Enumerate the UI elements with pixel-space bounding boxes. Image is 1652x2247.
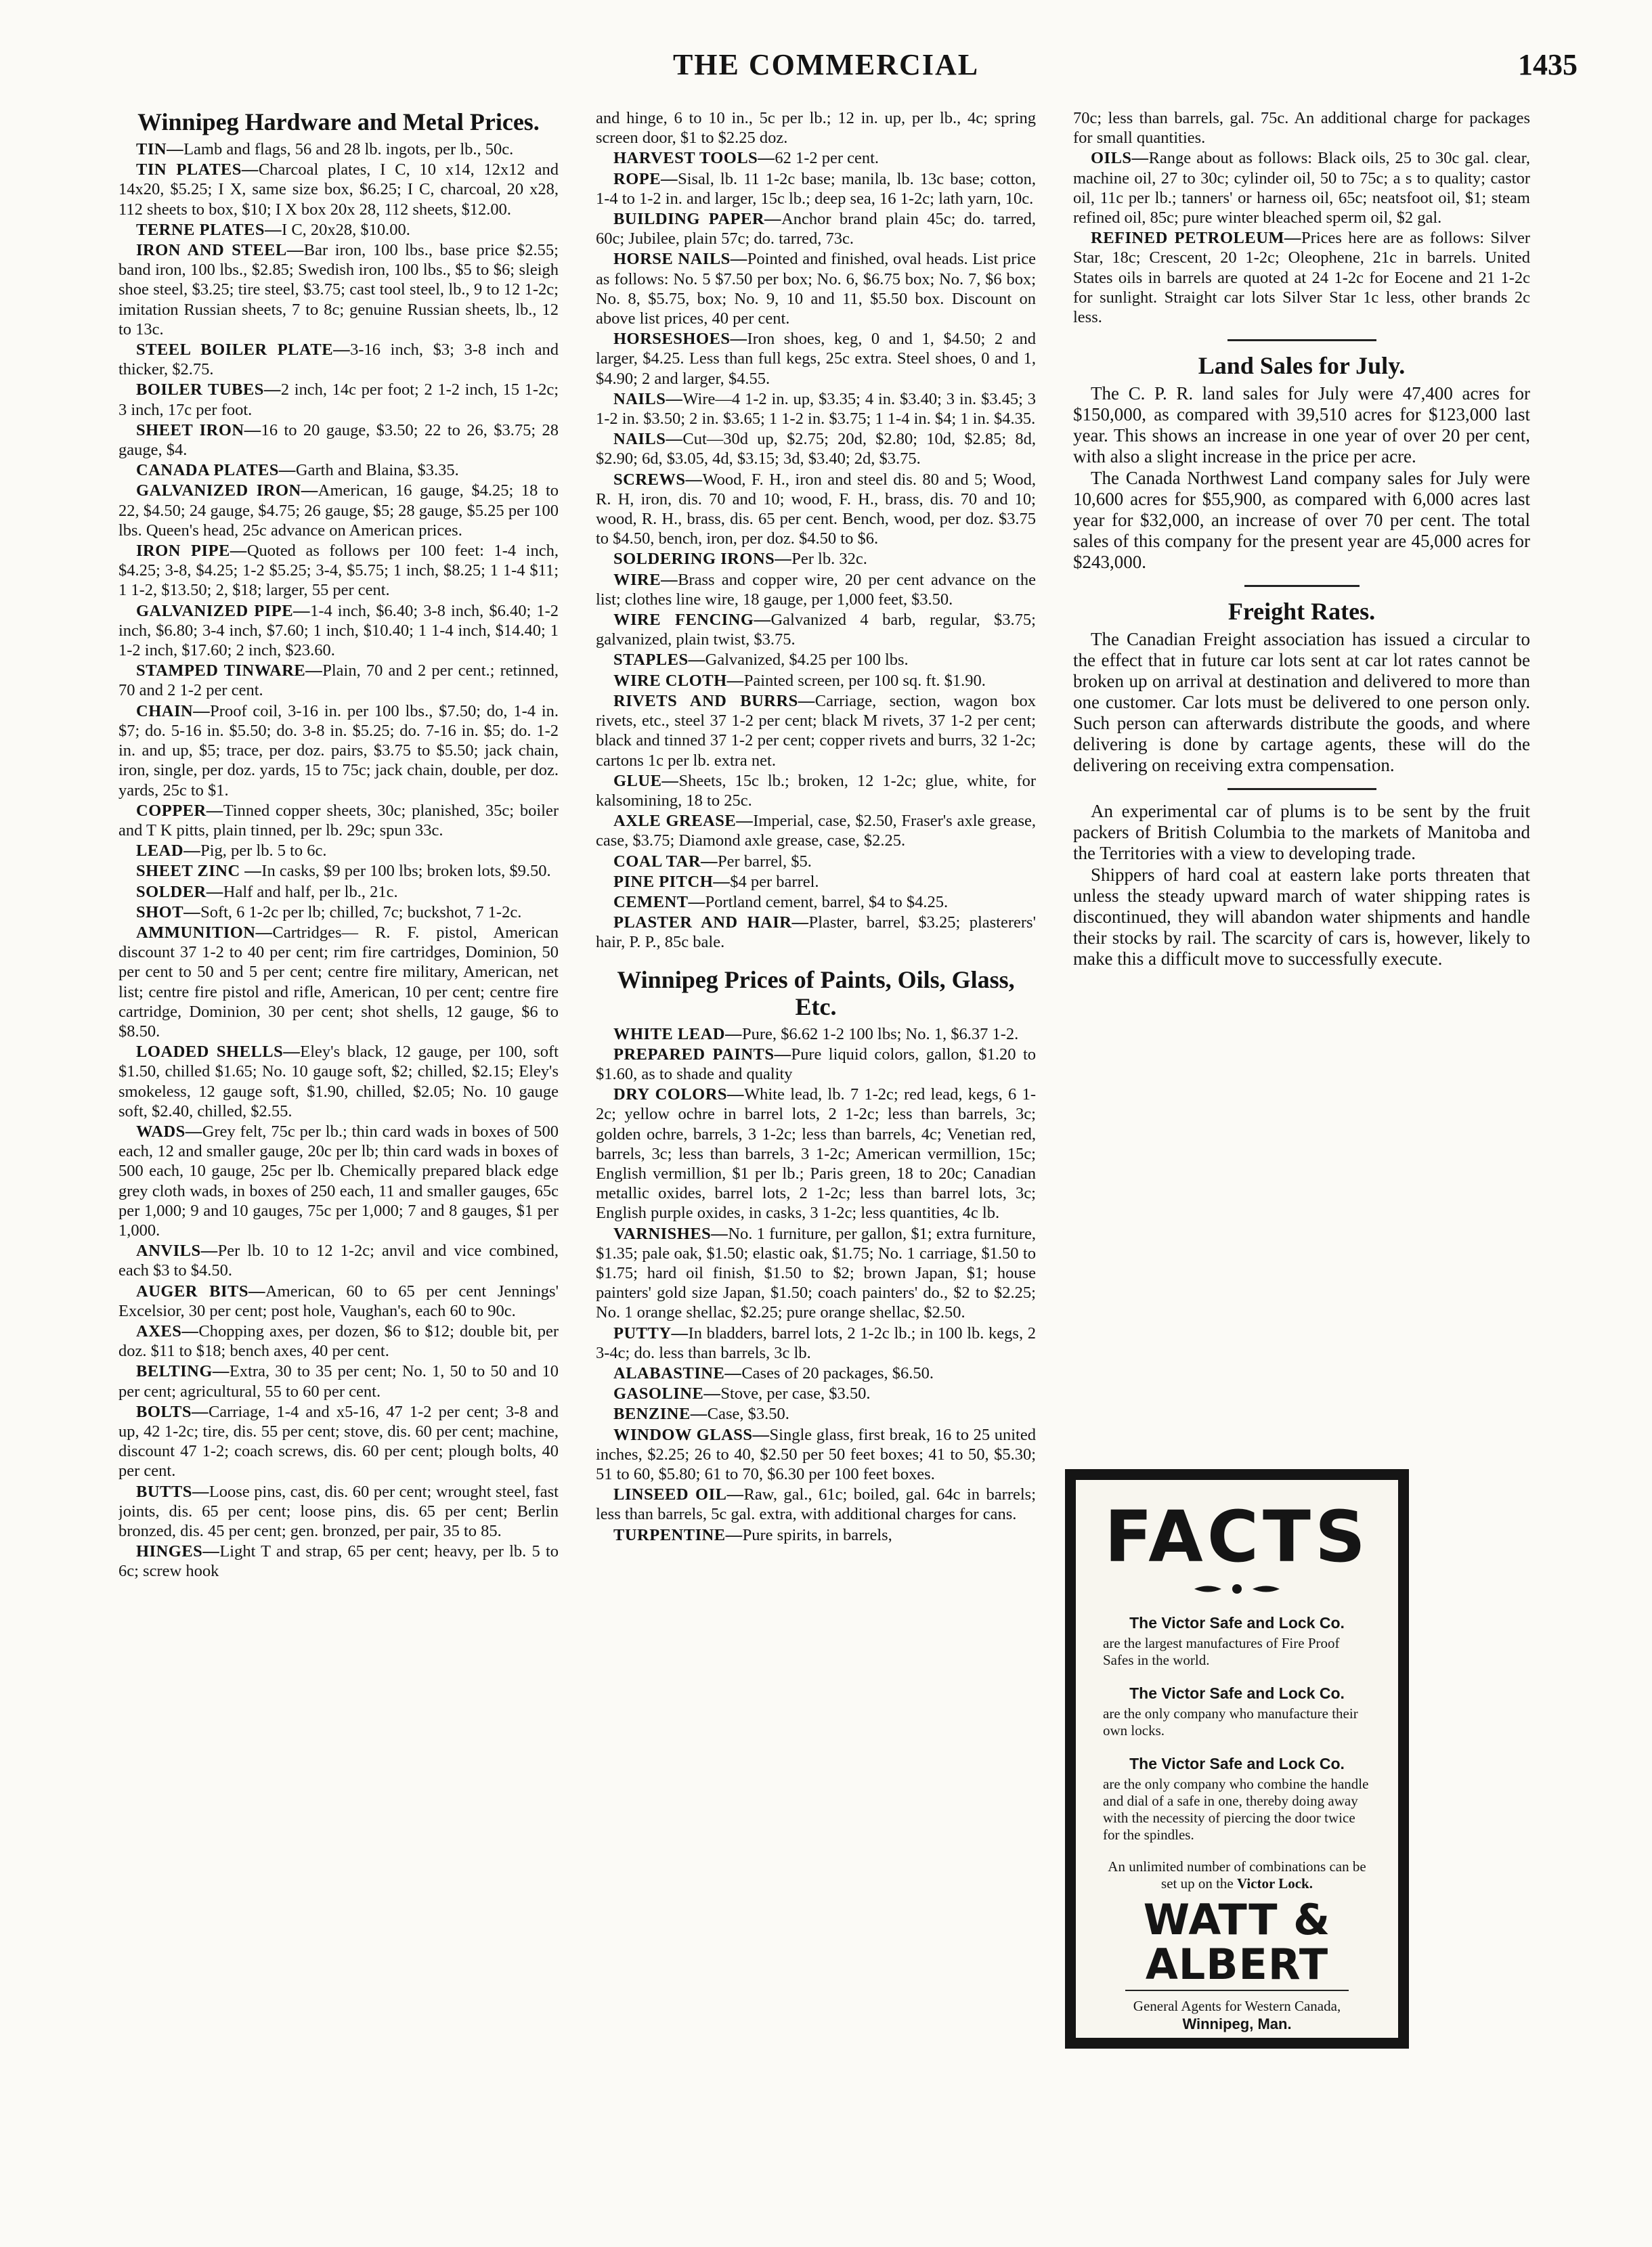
price-entry-text: Light T and strap, 65 per cent; heavy, per lb. 5 to 6c; screw hook xyxy=(118,1542,559,1581)
price-entry-text: Per lb. 10 to 12 1-2c; anvil and vice combined, each $3 to $4.50. xyxy=(118,1242,559,1280)
price-entry-text: Grey felt, 75c per lb.; thin card wads in boxes of 500 each, 12 and smaller gauge, 20c per lb; thin card wads in boxes of 500 each, 10 gauge, 25c per lb. Chemically prepared black edge grey cloth wads, in boxes of 250 each, 11 and smaller gauges, 65c per 1,000; 9 and 10 gauges, 75c per 1,000; 7 and 8 gauges, $1 per 1,000. xyxy=(118,1122,559,1240)
price-entry xyxy=(596,892,1036,912)
price-entry xyxy=(1073,228,1530,327)
price-entry-label: TURPENTINE— xyxy=(613,1525,743,1544)
price-entry-text: Stove, per case, $3.50. xyxy=(720,1384,871,1403)
price-entry-label: SCREWS— xyxy=(613,470,703,489)
running-head xyxy=(0,47,1652,88)
price-entry-text: Pure liquid colors, gallon, $1.20 to $1.60, as to shade and quality xyxy=(596,1045,1036,1083)
price-entry xyxy=(118,801,559,840)
price-entry xyxy=(118,139,559,159)
price-entry-label: GASOLINE— xyxy=(613,1384,721,1403)
ad-fact-text: are the largest manufactures of Fire Proof Safes in the world. xyxy=(1103,1635,1340,1668)
hardware-article-title: Winnipeg Hardware and Metal Prices. xyxy=(137,108,540,135)
paints-article-title: Winnipeg Prices of Paints, Oils, Glass, Etc. xyxy=(617,965,1015,1020)
column-rule xyxy=(1227,788,1376,790)
price-entry xyxy=(596,1384,1036,1403)
price-entry-text: Anchor brand plain 45c; do. tarred, 60c; Jubilee, plain 57c; do. tarred, 73c. xyxy=(596,210,1036,248)
price-entry xyxy=(118,701,559,800)
price-entry-label: LOADED SHELLS— xyxy=(136,1043,301,1062)
price-entry-text: Sisal, lb. 11 1-2c base; manila, lb. 13c base; cotton, 1-4 to 1-2 in. and larger, 15c lb.; deep sea, 16 1-2c; lath yarn, 10c. xyxy=(596,169,1036,208)
price-entry-label: STEEL BOILER PLATE— xyxy=(136,341,351,359)
price-entry-label: PUTTY— xyxy=(613,1324,689,1343)
price-entry xyxy=(596,1224,1036,1323)
freight-rates-title: Freight Rates. xyxy=(1227,598,1376,626)
price-entry xyxy=(596,913,1036,952)
price-entry-text: Brass and copper wire, 20 per cent advance on the list; clothes line wire, 18 gauge, per 1,000 feet, $3.50. xyxy=(596,570,1036,609)
price-entry xyxy=(596,389,1036,429)
ad-fact-block xyxy=(1103,1684,1371,1739)
price-entry xyxy=(596,1525,1036,1545)
price-entry-text: Cartridges— R. F. pistol, American discount 37 1-2 to 40 per cent; rim fire cartridges, Dominion, 50 per cent to 50 and 5 per cent; centre fire military, American, net list; centre fire pistol and rifle, American, 10 per cent; centre fire cartridge, Dominion, 30 per cent; shot shells, 12 gauge, $6 to $8.50. xyxy=(118,923,559,1041)
paints-price-list xyxy=(596,1024,1036,1545)
price-entry-text: Charcoal plates, I C, 10 x14, 12x12 and 14x20, $5.25; I X, same size box, $6.25; I C, charcoal, 20 x28, 112 sheets to box, $10; I X box 20x 28, 112 sheets, $12.00. xyxy=(118,160,559,219)
price-entry-label: LEAD— xyxy=(136,842,201,860)
price-entry-label: BENZINE— xyxy=(613,1405,708,1424)
price-entry-label: VARNISHES— xyxy=(613,1224,729,1243)
price-entry-label: BOLTS— xyxy=(136,1402,209,1421)
price-entry xyxy=(118,1542,559,1581)
price-entry xyxy=(596,771,1036,810)
price-entry xyxy=(596,209,1036,248)
price-entry xyxy=(596,169,1036,209)
price-entry-label: NAILS— xyxy=(613,389,683,408)
price-entry-text: Loose pins, cast, dis. 60 per cent; wrought steel, fast joints, dis. 65 per cent; loose pins, dis. 65 per cent; Berlin bronzed, dis. 45 per cent; gen. bronzed, per pair, 35 to 85. xyxy=(118,1482,559,1541)
price-entry xyxy=(118,1322,559,1361)
price-entry-text: Cases of 20 packages, $6.50. xyxy=(741,1364,934,1382)
price-entry-text: Plaster, barrel, $3.25; plasterers' hair, P. P., 85c bale. xyxy=(596,913,1036,952)
ad-headline: FACTS xyxy=(1104,1496,1370,1578)
price-entry-label: CANADA PLATES— xyxy=(136,461,296,480)
ad-agent-city: Winnipeg, Man. xyxy=(1182,2015,1292,2032)
price-entry xyxy=(118,220,559,240)
price-entry xyxy=(596,1485,1036,1524)
price-entry-text: Pointed and finished, oval heads. List price as follows: No. 5 $7.50 per box; No. 6, $6.75 box; No. 7, $6 box; No. 8, $5.75, box; No. 9, 10 and 11, $5.50 box. Discount on above list prices, 40 per cent. xyxy=(596,250,1036,328)
price-entry-label: WIRE FENCING— xyxy=(613,611,771,630)
article-paragraph: The Canadian Freight association has issued a circular to the effect that in future car lots sent at car lot rates cannot be broken up on arrival at destination and delivered to more than one customer. Car lots must be delivered to one person only. Such person can afterwards distribute the goods, and where delivering is done by cartage agents, these will do the delivering on receiving extra compensation. xyxy=(1073,629,1530,776)
hardware-price-list-continued xyxy=(596,108,1036,953)
paints-price-list-continued xyxy=(1073,108,1530,327)
price-entry-text: Pure, $6.62 1-2 100 lbs; No. 1, $6.37 1-2. xyxy=(741,1024,1019,1043)
price-entry-label: ROPE— xyxy=(613,169,678,188)
price-entry-label: ANVILS— xyxy=(136,1242,218,1261)
article-paragraph: The C. P. R. land sales for July were 47,400 acres for $150,000, as compared with 39,510 acres for $123,000 last year. This shows an increase in one year of over 20 per cent, with also a slight increase in the price per acre. xyxy=(1073,383,1530,467)
price-entry-text: Case, $3.50. xyxy=(707,1405,789,1424)
price-entry-text: Quoted as follows per 100 feet: 1-4 inch, $4.25; 3-8, $4.25; 1-2 $5.25; 3-4, $5.75; 1 inch, $8.25; 1 1-4 $11; 1 1-2, $13.50; 2, $18; larger, 55 per cent. xyxy=(118,542,559,600)
ad-fact-block xyxy=(1103,1613,1371,1669)
price-entry-text: 3-16 inch, $3; 3-8 inch and thicker, $2.75. xyxy=(118,341,559,379)
price-entry xyxy=(596,570,1036,609)
price-entry-label: AXES— xyxy=(136,1322,199,1340)
price-entry xyxy=(118,1241,559,1280)
price-entry-text: Per barrel, $5. xyxy=(718,852,812,871)
price-entry-text: Half and half, per lb., 21c. xyxy=(223,882,398,901)
price-entry xyxy=(118,420,559,460)
price-entry-label: WIRE— xyxy=(613,570,678,589)
price-entry-label: SOLDERING IRONS— xyxy=(613,550,792,569)
price-entry-label: NAILS— xyxy=(613,430,683,449)
price-entry-label: BUTTS— xyxy=(136,1482,209,1501)
advertisement-box xyxy=(1065,1469,1409,2049)
price-entry-label: HORSESHOES— xyxy=(613,330,747,349)
price-entry xyxy=(596,1425,1036,1485)
price-entry xyxy=(596,470,1036,549)
price-entry-label: AXLE GREASE— xyxy=(613,812,754,831)
price-entry-label: SHEET ZINC — xyxy=(136,862,262,881)
price-entry-label: WIRE CLOTH— xyxy=(613,671,744,690)
price-entry-label: TIN PLATES— xyxy=(136,160,259,179)
price-entry xyxy=(118,160,559,219)
price-entry-text: Garth and Blaina, $3.35. xyxy=(295,461,459,480)
price-entry-label: PLASTER AND HAIR— xyxy=(613,913,809,932)
price-entry-text: Iron shoes, keg, 0 and 1, $4.50; 2 and larger, $4.25. Less than full kegs, 25c extra. Steel shoes, 0 and 1, $4.90; 2 and larger, $4.55. xyxy=(596,330,1036,388)
price-entry-text: 62 1-2 per cent. xyxy=(775,149,879,168)
land-sales-body xyxy=(1073,383,1530,573)
leaf-ornament-icon xyxy=(1193,1583,1281,1595)
price-entry xyxy=(596,650,1036,670)
price-entry xyxy=(596,249,1036,328)
price-entry-label: IRON PIPE— xyxy=(136,542,247,561)
price-entry-label: HORSE NAILS— xyxy=(613,250,747,269)
price-entry xyxy=(118,1042,559,1121)
price-entry-text: Plain, 70 and 2 per cent.; retinned, 70 and 2 1-2 per cent. xyxy=(118,661,559,700)
price-entry-label: BUILDING PAPER— xyxy=(613,210,782,229)
price-entry-label: SHEET IRON— xyxy=(136,420,261,439)
price-entry xyxy=(596,429,1036,468)
price-entry-label: STAMPED TINWARE— xyxy=(136,661,323,680)
price-entry xyxy=(596,811,1036,850)
price-entry-text: 1-4 inch, $6.40; 3-8 inch, $6.40; 1-2 inch, $6.80; 3-4 inch, $7.60; 1 inch, $10.40; 1 1-4 inch, $14.40; 1 1-2 inch, $17.60; 2 inch, $23.60. xyxy=(118,601,559,660)
price-entry xyxy=(596,872,1036,892)
price-entry-label: WINDOW GLASS— xyxy=(613,1425,770,1444)
price-entry xyxy=(118,661,559,700)
column-rule xyxy=(1244,585,1360,587)
price-entry-text: 2 inch, 14c per foot; 2 1-2 inch, 15 1-2c; 3 inch, 17c per foot. xyxy=(118,380,559,419)
price-entry xyxy=(596,1045,1036,1084)
price-entry xyxy=(596,1364,1036,1383)
ad-agent-role: General Agents for Western Canada, xyxy=(1133,1998,1341,2014)
price-entry xyxy=(118,1122,559,1240)
price-entry-text: Bar iron, 100 lbs., base price $2.55; band iron, 100 lbs., $2.85; Swedish iron, 100 lbs., $5 to $6; sleigh shoe steel, $3.25; tire steel, $3.75; cast tool steel, lb., 9 to 12 1-2c; imitation Russian sheets, 7 to 8c; genuine Russian sheets, lb., 12 to 13c. xyxy=(118,241,559,339)
price-entry-text: Galvanized 4 barb, regular, $3.75; galvanized, plain twist, $3.75. xyxy=(596,611,1036,649)
news-items-body xyxy=(1073,801,1530,969)
column-2 xyxy=(596,108,1036,2221)
price-entry xyxy=(118,340,559,379)
price-entry xyxy=(118,1282,559,1321)
price-entry xyxy=(596,610,1036,649)
price-entry-label: PREPARED PAINTS— xyxy=(613,1045,791,1064)
price-entry-label: GLUE— xyxy=(613,771,679,790)
ad-combinations-text: An unlimited number of combinations can be set up on the Victor Lock. xyxy=(1108,1858,1366,1892)
ad-fact-text: are the only company who combine the handle and dial of a safe in one, thereby doing away with the necessity of piercing the door twice for the spindles. xyxy=(1103,1776,1369,1843)
price-entry-label: AUGER BITS— xyxy=(136,1282,265,1301)
price-entry-text: Pig, per lb. 5 to 6c. xyxy=(200,842,327,860)
article-paragraph: The Canada Northwest Land company sales for July were 10,600 acres for $55,900, as compared with 6,000 acres last year for $32,000, an increase of over 70 per cent. The total sales of this company for the present year are 45,000 acres for $243,000. xyxy=(1073,468,1530,573)
price-entry-text: Sheets, 15c lb.; broken, 12 1-2c; glue, white, for kalsomining, 18 to 25c. xyxy=(596,771,1036,810)
price-entry xyxy=(118,380,559,419)
price-entry xyxy=(118,240,559,339)
price-entry-label: OILS— xyxy=(1091,149,1149,168)
ad-company-name: The Victor Safe and Lock Co. xyxy=(1129,1684,1345,1702)
column-1 xyxy=(118,108,559,2221)
price-entry-label: CEMENT— xyxy=(613,892,705,911)
price-entry-text: Imperial, case, $2.50, Fraser's axle grease, case, $3.75; Diamond axle grease, case, $2.25. xyxy=(596,812,1036,850)
price-entry-label: AMMUNITION— xyxy=(136,923,273,942)
price-entry xyxy=(118,923,559,1041)
price-entry-text: Carriage, 1-4 and x5-16, 47 1-2 per cent; 3-8 and up, 42 1-2c; tire, dis. 55 per cent; stove, dis. 60 per cent; machine, discount 47 1-2; coach screws, dis. 60 per cent; plough bolts, 40 per cent. xyxy=(118,1402,559,1481)
freight-rates-body xyxy=(1073,629,1530,776)
price-entry-label: HINGES— xyxy=(136,1542,220,1561)
price-entry-label: LINSEED OIL— xyxy=(613,1485,744,1504)
price-entry-label: SOLDER— xyxy=(136,882,223,901)
price-entry xyxy=(118,1402,559,1481)
price-entry-label: DRY COLORS— xyxy=(613,1085,745,1104)
price-entry-text: Raw, gal., 61c; boiled, gal. 64c in barrels; less than barrels, 5c gal. extra, with additional charges for cans. xyxy=(596,1485,1036,1524)
price-entry xyxy=(596,671,1036,691)
price-entry xyxy=(118,882,559,902)
price-entry-text: 70c; less than barrels, gal. 75c. An additional charge for packages for small quantities. xyxy=(1073,109,1530,148)
price-entry-text: American, 60 to 65 per cent Jennings' Excelsior, 30 per cent; post hole, Vaughan's, each 60 to 90c. xyxy=(118,1282,559,1320)
price-entry-label: TERNE PLATES— xyxy=(136,220,282,239)
page-number: 1435 xyxy=(1518,48,1578,81)
price-entry-text: Wood, F. H., iron and steel dis. 80 and 5; Wood, R. H, iron, dis. 70 and 10; wood, F. H., brass, dis. 70 and 10; wood, R. H., brass, dis. 65 per cent. Bench, wood, per doz. $3.75 to $4.50, bench, iron, per doz. $4.50 to $6. xyxy=(596,470,1036,548)
price-entry xyxy=(596,549,1036,569)
price-entry xyxy=(1073,108,1530,148)
price-entry xyxy=(596,1404,1036,1424)
price-entry-text: In bladders, barrel lots, 2 1-2c lb.; in 100 lb. kegs, 2 3-4c; do. less than barrels, 3c lb. xyxy=(596,1324,1036,1362)
price-entry xyxy=(596,852,1036,871)
price-entry-label: GALVANIZED IRON— xyxy=(136,481,318,500)
price-entry-text: Soft, 6 1-2c per lb; chilled, 7c; buckshot, 7 1-2c. xyxy=(200,902,522,921)
price-entry-text: 16 to 20 gauge, $3.50; 22 to 26, $3.75; 28 gauge, $4. xyxy=(118,420,559,460)
price-entry xyxy=(596,329,1036,389)
price-entry-text: Range about as follows: Black oils, 25 to 30c gal. clear, machine oil, 27 to 30c; cylinder oil, 50 to 75c; a s to quality; castor oil, 11c per lb.; tanners' or harness oil, 65c; neatsfoot oil, $1; steam refined oil, 85c; pure winter bleached sperm oil, $2 gal. xyxy=(1073,149,1530,227)
price-entry-label: BELTING— xyxy=(136,1362,230,1381)
price-entry-text: Lamb and flags, 56 and 28 lb. ingots, per lb., 50c. xyxy=(183,140,514,158)
price-entry xyxy=(596,691,1036,770)
price-entry-label: COPPER— xyxy=(136,801,223,820)
price-entry-label: TIN— xyxy=(136,140,184,158)
price-entry-label: GALVANIZED PIPE— xyxy=(136,601,311,620)
price-entry-text: Proof coil, 3-16 in. per 100 lbs., $7.50; do, 1-4 in. $7; do. 5-16 in. $5.50; do. 3-8 in. $5.25; do. 7-16 in. $5; do. 1-2 in. and up, $5; trace, per doz. pairs, $3.75 to $5.50; jack chain, iron, single, per doz. yards, 15 to 75c; jack chain, double, per doz. yards, 25c to $1. xyxy=(118,701,559,800)
price-entry-label: SHOT— xyxy=(136,902,201,921)
price-entry-label: HARVEST TOOLS— xyxy=(613,149,775,168)
price-entry xyxy=(118,902,559,922)
price-entry-label: REFINED PETROLEUM— xyxy=(1091,229,1302,248)
advertisement-panel xyxy=(1076,1480,1398,2038)
publication-title: THE COMMERCIAL xyxy=(672,48,980,81)
news-paragraph: An experimental car of plums is to be sent by the fruit packers of British Columbia to the markets of Manitoba and the Territories with a view to developing trade. xyxy=(1073,801,1530,864)
price-entry-text: and hinge, 6 to 10 in., 5c per lb.; 12 in. up, per lb., 4c; spring screen door, $1 to $2.25 doz. xyxy=(596,109,1036,148)
price-entry-text: In casks, $9 per 100 lbs; broken lots, $9.50. xyxy=(261,862,551,881)
price-entry-label: PINE PITCH— xyxy=(613,872,731,891)
price-entry-text: Extra, 30 to 35 per cent; No. 1, 50 to 50 and 10 per cent; agricultural, 55 to 60 per cent. xyxy=(118,1362,559,1401)
price-entry-text: Cut—30d up, $2.75; 20d, $2.80; 10d, $2.85; 8d, $2.90; 6d, $3.05, 4d, $3.15; 3d, $3.40; 2d, $3.75. xyxy=(596,430,1036,468)
price-entry-label: CHAIN— xyxy=(136,701,211,720)
price-entry-label: ALABASTINE— xyxy=(613,1364,742,1382)
price-entry-text: White lead, lb. 7 1-2c; red lead, kegs, 6 1-2c; yellow ochre in barrel lots, 2 1-2c; less than barrels, 3c; golden ochre, barrels, 3 1-2c; less than barrels, 4c; Venetian red, barrels, 3c; less than barrels, 3 1-2c; American vermillion, 15c; English vermillion, $1 per lb.; Paris green, 18 to 20c; Canadian metallic oxides, barrel lots, 2 1-2c; less than barrel lots, 3c; English purple oxides, in casks, 3 1-2c; less quantities, 4c lb. xyxy=(596,1085,1036,1223)
price-entry-label: COAL TAR— xyxy=(613,852,718,871)
price-entry-text: Wire—4 1-2 in. up, $3.35; 4 in. $3.40; 3 in. $3.45; 3 1-2 in. $3.50; 2 in. $3.65; 1 1-2 in. $3.75; 1 1-4 in. $4; 1 in. $4.35. xyxy=(596,389,1036,429)
hardware-price-list xyxy=(118,139,559,1581)
price-entry-label: STAPLES— xyxy=(613,651,705,670)
price-entry xyxy=(596,1024,1036,1044)
price-entry-text: Prices here are as follows: Silver Star, 18c; Crescent, 20 1-2c; Oleophene, 21c in barrels. United States oils in barrels are quoted at 24 1-2c for Eocene and 21 1-2c for sunlight. Straight car lots Silver Star 1c less, other brands 2c less. xyxy=(1073,229,1530,327)
price-entry xyxy=(596,108,1036,148)
price-entry-label: IRON AND STEEL— xyxy=(136,241,304,260)
price-entry xyxy=(118,481,559,540)
news-paragraph: Shippers of hard coal at eastern lake ports threaten that unless the steady upward march of water shipping rates is discontinued, they will abandon water shipments and handle their stocks by rail. The scarcity of cars is, however, likely to make this a difficult move to successfully execute. xyxy=(1073,865,1530,969)
price-entry xyxy=(118,861,559,881)
price-entry-label: WADS— xyxy=(136,1122,202,1141)
price-entry-text: Chopping axes, per dozen, $6 to $12; double bit, per doz. $11 to $18; bench axes, 40 per cent. xyxy=(118,1322,559,1361)
price-entry-text: Carriage, section, wagon box rivets, etc., steel 37 1-2 per cent; black M rivets, 37 1-2 per cent; black and tinned 37 1-2 per cent; copper rivets and burrs, 32 1-2c; cartons 1c per lb. extra net. xyxy=(596,691,1036,770)
ad-divider xyxy=(1125,1990,1349,1991)
price-entry xyxy=(118,1482,559,1542)
price-entry xyxy=(596,1085,1036,1223)
price-entry-text: No. 1 furniture, per gallon, $1; extra furniture, $1.35; pale oak, $1.50; elastic oak, $1.75; No. 1 carriage, $1.50 to $1.75; hard oil finish, $1.50 to $2; brown Japan, $1; house painters' gold size Japan, $1.50; coach painters' do., $2 to $2.25; No. 1 orange shellac, $2.25; pure orange shellac, $2.50. xyxy=(596,1224,1036,1322)
price-entry-label: WHITE LEAD— xyxy=(613,1024,742,1043)
price-entry-label: BOILER TUBES— xyxy=(136,380,281,399)
price-entry xyxy=(1073,148,1530,227)
price-entry-text: Painted screen, per 100 sq. ft. $1.90. xyxy=(743,671,986,690)
price-entry-label: RIVETS AND BURRS— xyxy=(613,691,815,710)
price-entry-text: Eley's black, 12 gauge, per 100, soft $1.50, chilled $1.65; No. 10 gauge soft, $2; chilled, $2.15; Eley's smokeless, 12 gauge soft, $1.90, chilled, $2.05; No. 10 gauge soft, $2.40, chilled, $2.55. xyxy=(118,1043,559,1120)
ad-company-name: The Victor Safe and Lock Co. xyxy=(1129,1614,1345,1632)
ad-fact-text: are the only company who manufacture their own locks. xyxy=(1103,1705,1358,1739)
price-entry-text: Portland cement, barrel, $4 to $4.25. xyxy=(705,892,949,911)
price-entry-text: Per lb. 32c. xyxy=(791,550,867,569)
column-rule xyxy=(1227,339,1376,341)
price-entry xyxy=(118,1361,559,1401)
price-entry xyxy=(118,601,559,661)
land-sales-title: Land Sales for July. xyxy=(1198,352,1406,380)
price-entry-text: $4 per barrel. xyxy=(730,872,819,891)
price-entry xyxy=(596,1324,1036,1363)
price-entry-text: I C, 20x28, $10.00. xyxy=(282,220,410,239)
ad-blocks xyxy=(1103,1613,1371,1844)
price-entry xyxy=(118,460,559,480)
price-entry-text: Tinned copper sheets, 30c; planished, 35c; boiler and T K pitts, plain tinned, per lb. 29c; spun 33c. xyxy=(118,801,559,839)
price-entry-text: Galvanized, $4.25 per 100 lbs. xyxy=(705,651,909,670)
ad-company-name: The Victor Safe and Lock Co. xyxy=(1129,1755,1345,1772)
price-entry xyxy=(596,148,1036,168)
ad-fact-block xyxy=(1103,1754,1371,1844)
price-entry-text: Single glass, first break, 16 to 25 united inches, $2.25; 26 to 40, $2.50 per 50 feet boxes; 41 to 50, $5.30; 51 to 60, $5.80; 61 to 70, $6.30 per 100 feet boxes. xyxy=(596,1425,1036,1483)
price-entry-text: American, 16 gauge, $4.25; 18 to 22, $4.50; 24 gauge, $4.75; 26 gauge, $5; 28 gauge, $5.25 per 100 lbs. Queen's head, 25c advance on American prices. xyxy=(118,481,559,540)
ad-agent-name: WATT & ALBERT xyxy=(1143,1895,1331,1989)
price-entry-text: Pure spirits, in barrels, xyxy=(742,1525,892,1544)
price-entry xyxy=(118,541,559,601)
price-entry xyxy=(118,841,559,860)
